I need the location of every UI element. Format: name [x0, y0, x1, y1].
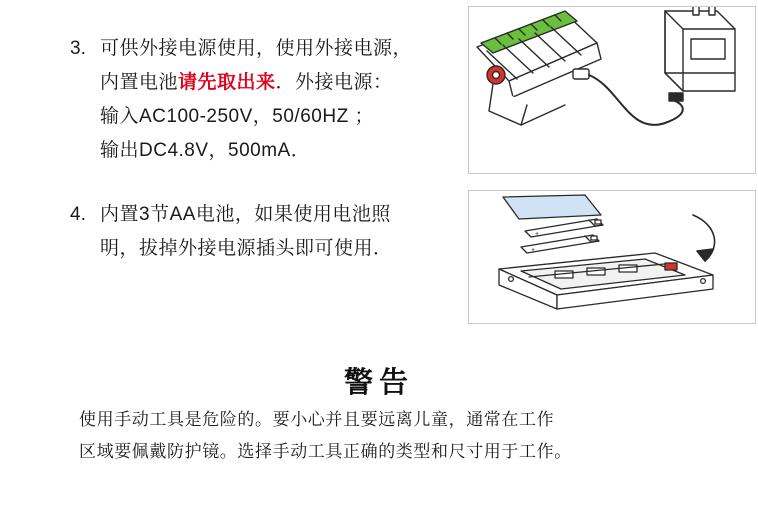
- instruction-item-4: [70, 198, 393, 266]
- aa-batteries-icon: [521, 219, 603, 254]
- item-line: [100, 100, 412, 134]
- item-line: [100, 32, 412, 66]
- power-adapter-icon: [665, 7, 735, 101]
- battery-compartment-icon: [499, 253, 713, 309]
- line-text: 可供外接电源使用，使用外接电源，: [100, 38, 413, 59]
- adapter-illustration-drawing: [469, 7, 755, 173]
- item-line: [100, 232, 393, 266]
- svg-text:+: +: [531, 247, 536, 254]
- battery-illustration-drawing: [469, 191, 755, 323]
- item-text: [100, 32, 412, 168]
- close-arrow-icon: [693, 215, 715, 261]
- warning-body: [79, 404, 679, 468]
- item-line: [100, 66, 412, 100]
- item-number: 4.: [70, 204, 86, 225]
- warning-line: 使用手动工具是危险的。要小心并且要远离儿童，通常在工作: [79, 410, 555, 429]
- line-text: 输出DC4.8V，500mA．: [100, 140, 311, 161]
- warning-title: 警告: [343, 367, 414, 399]
- item-line: [100, 198, 393, 232]
- warning-line: 区域要佩戴防护镜。选择手动工具正确的类型和尺寸用于工作。: [79, 442, 572, 461]
- line-text: 内置3节AA电池，如果使用电池照: [100, 204, 391, 225]
- battery-illustration: [468, 190, 756, 324]
- item-text: [100, 198, 393, 266]
- line-text: 输入AC100-250V，50/60HZ ；: [100, 106, 374, 127]
- line-text: 内置电池: [100, 72, 179, 93]
- work-light-icon: [477, 11, 601, 125]
- line-text: 明，拔掉外接电源插头即可使用．: [100, 238, 393, 259]
- instruction-item-3: [70, 32, 412, 168]
- line-text: ．外接电源：: [275, 72, 393, 93]
- item-number: 3.: [70, 38, 86, 59]
- item-line: [100, 134, 412, 168]
- highlight-text: 请先取出来: [178, 72, 276, 93]
- battery-cover-icon: [503, 195, 601, 219]
- svg-text:+: +: [535, 231, 540, 238]
- adapter-illustration: [468, 6, 756, 174]
